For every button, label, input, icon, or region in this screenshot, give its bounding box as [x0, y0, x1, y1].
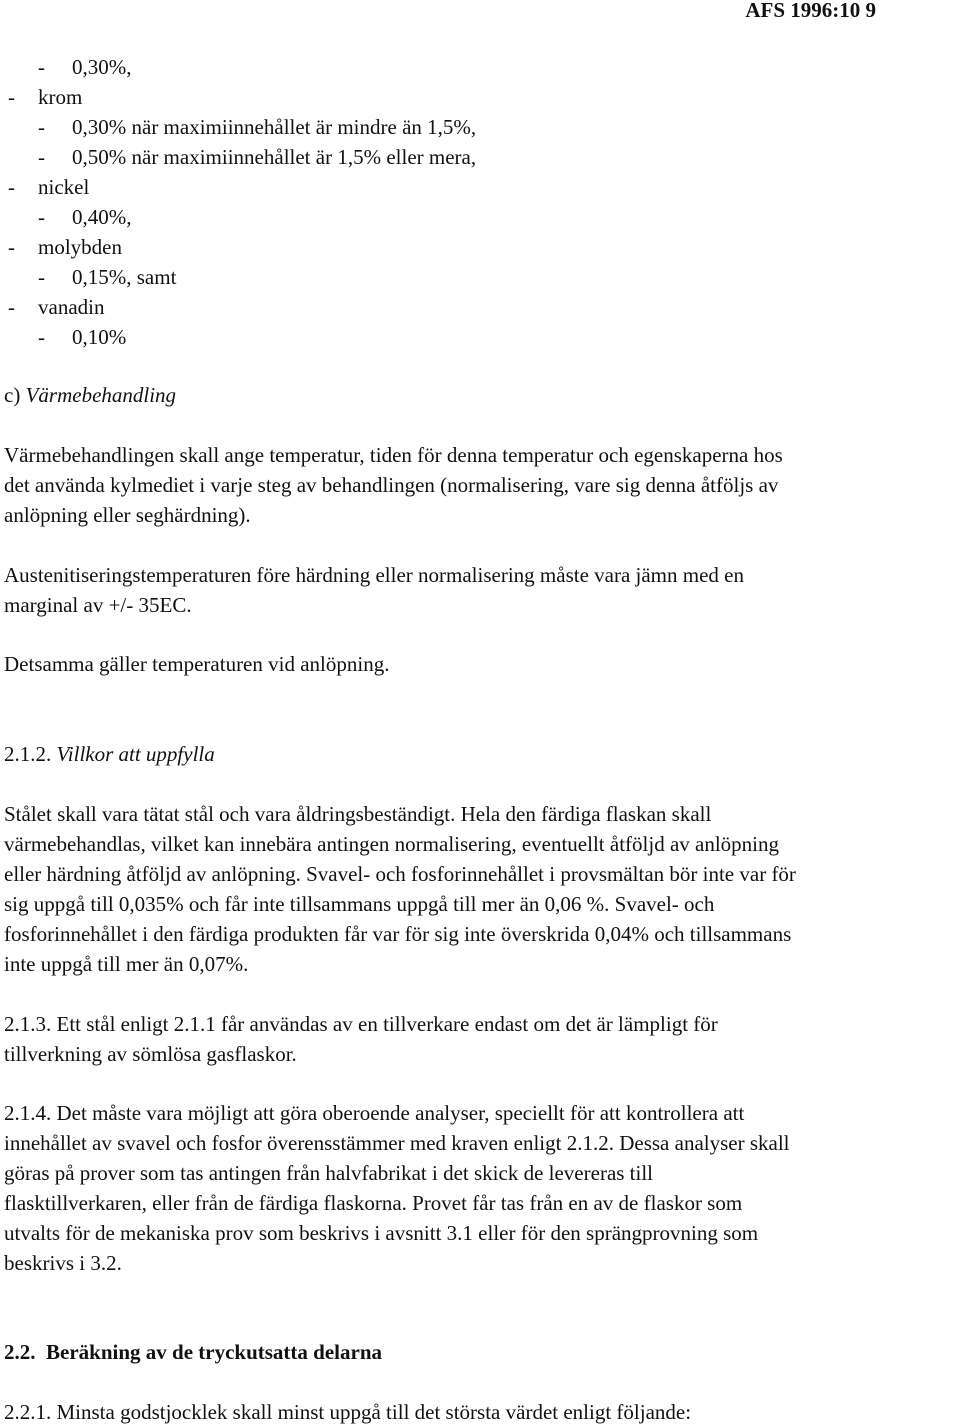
paragraph-line: inte uppgå till mer än 0,07%. — [4, 952, 249, 976]
paragraph-line: 2.1.4. Det måste vara möjligt att göra oberoende analyser, speciellt för att kontrollera att — [4, 1101, 745, 1125]
paragraph-line: flasktillverkaren, eller från de färdiga flaskorna. Provet får tas från en av de flaskor som — [4, 1191, 743, 1215]
paragraph-line: beskrivs i 3.2. — [4, 1251, 122, 1275]
section-2-1-2-heading: 2.1.2. Villkor att uppfylla — [4, 742, 215, 766]
page-header: AFS 1996:10 9 — [745, 0, 876, 22]
paragraph-line: fosforinnehållet i den färdiga produkten får var för sig inte överskrida 0,04% och tillsammans — [4, 922, 792, 946]
paragraph-line: Värmebehandlingen skall ange temperatur, tiden för denna temperatur och egenskaperna hos — [4, 443, 783, 467]
paragraph-line: sig uppgå till 0,035% och får inte tillsammans uppgå till mer än 0,06 %. Svavel- och — [4, 892, 715, 916]
paragraph-line: Detsamma gäller temperaturen vid anlöpning. — [4, 652, 390, 676]
paragraph-line: göras på prover som tas antingen från halvfabrikat i det skick de levereras till — [4, 1161, 654, 1185]
paragraph-line: tillverkning av sömlösa gasflaskor. — [4, 1042, 297, 1066]
section-2-2-heading: 2.2. Beräkning av de tryckutsatta delarna — [4, 1340, 382, 1364]
paragraph-line: Austenitiseringstemperaturen före härdning eller normalisering måste vara jämn med en — [4, 563, 744, 587]
paragraph-line: 2.2.1. Minsta godstjocklek skall minst uppgå till det största värdet enligt följande: — [4, 1400, 692, 1424]
paragraph-line: eller härdning åtföljd av anlöpning. Svavel- och fosforinnehållet i provsmältan bör inte var för — [4, 862, 796, 886]
paragraph-line: marginal av +/- 35EC. — [4, 593, 192, 617]
paragraph-line: 2.1.3. Ett stål enligt 2.1.1 får användas av en tillverkare endast om det är lämpligt för — [4, 1012, 718, 1036]
paragraph-line: värmebehandlas, vilket kan innebära antingen normalisering, eventuellt åtföljd av anlöpning — [4, 832, 780, 856]
paragraph-line: innehållet av svavel och fosfor överensstämmer med kraven enligt 2.1.2. Dessa analyser skall — [4, 1131, 790, 1155]
paragraph-line: anlöpning eller seghärdning). — [4, 503, 251, 527]
paragraph-line: utvalts för de mekaniska prov som beskrivs i avsnitt 3.1 eller för den sprängprovning som — [4, 1221, 759, 1245]
section-c-heading: c) Värmebehandling — [4, 383, 177, 407]
paragraph-line: Stålet skall vara tätat stål och vara åldringsbeständigt. Hela den färdiga flaskan skall — [4, 802, 712, 826]
paragraph-line: det använda kylmediet i varje steg av behandlingen (normalisering, vare sig denna åtföljs av — [4, 473, 779, 497]
